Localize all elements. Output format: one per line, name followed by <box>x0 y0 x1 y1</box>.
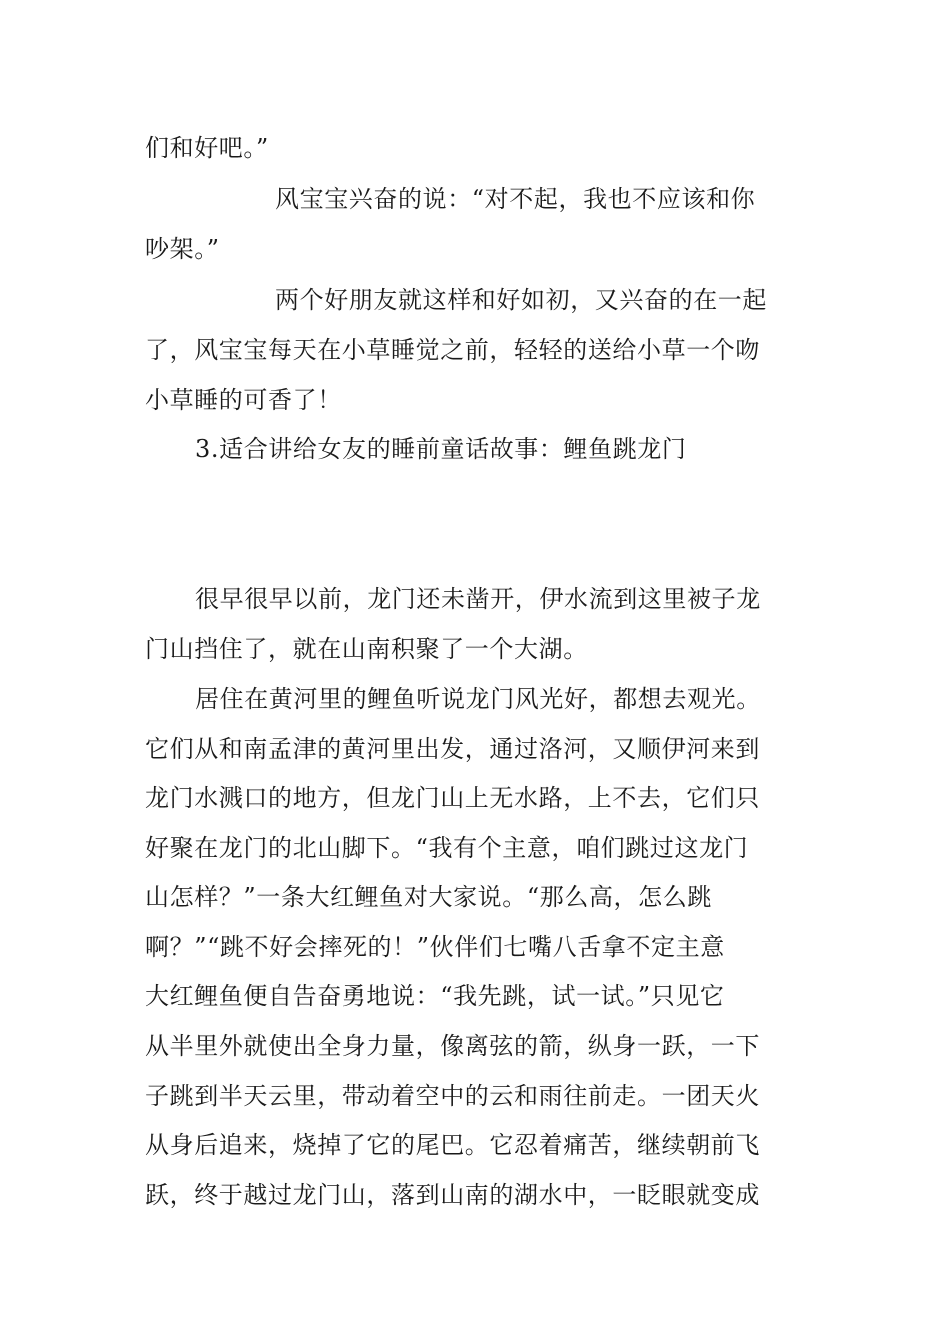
text-line: 啊？”“跳不好会摔死的！”伙伴们七嘴八舌拿不定主意 <box>145 933 725 961</box>
text-line: 门山挡住了，就在山南积聚了一个大湖。 <box>145 635 588 663</box>
text-line: 大红鲤鱼便自告奋勇地说：“我先跳，试一试。”只见它 <box>145 982 725 1010</box>
text-line: 们和好吧。” <box>145 134 269 162</box>
text-line: 山怎样？”一条大红鲤鱼对大家说。“那么高，怎么跳 <box>145 883 712 911</box>
text-line: 风宝宝兴奋的说：“对不起，我也不应该和你 <box>275 185 756 213</box>
text-line: 龙门水溅口的地方，但龙门山上无水路，上不去，它们只 <box>145 784 760 812</box>
text-line: 居住在黄河里的鲤鱼听说龙门风光好，都想去观光。 <box>195 685 761 713</box>
text-line: 它们从和南孟津的黄河里出发，通过洛河，又顺伊河来到 <box>145 735 760 763</box>
text-line: 了，风宝宝每天在小草睡觉之前，轻轻的送给小草一个吻 <box>145 336 760 364</box>
text-line: 吵架。” <box>145 235 220 263</box>
text-line: 小草睡的可香了！ <box>145 386 342 414</box>
text-line: 两个好朋友就这样和好如初，又兴奋的在一起 <box>275 286 767 314</box>
text-line: 从身后追来，烧掉了它的尾巴。它忍着痛苦，继续朝前飞 <box>145 1131 760 1159</box>
text-line: 很早很早以前，龙门还未凿开，伊水流到这里被子龙 <box>195 585 761 613</box>
text-line: 跃，终于越过龙门山，落到山南的湖水中，一眨眼就变成 <box>145 1181 760 1209</box>
text-line: 从半里外就使出全身力量，像离弦的箭，纵身一跃，一下 <box>145 1032 760 1060</box>
section-heading: 3.适合讲给女友的睡前童话故事：鲤鱼跳龙门 <box>195 435 687 463</box>
text-line: 子跳到半天云里，带动着空中的云和雨往前走。一团天火 <box>145 1082 760 1110</box>
text-line: 好聚在龙门的北山脚下。“我有个主意，咱们跳过这龙门 <box>145 834 749 862</box>
